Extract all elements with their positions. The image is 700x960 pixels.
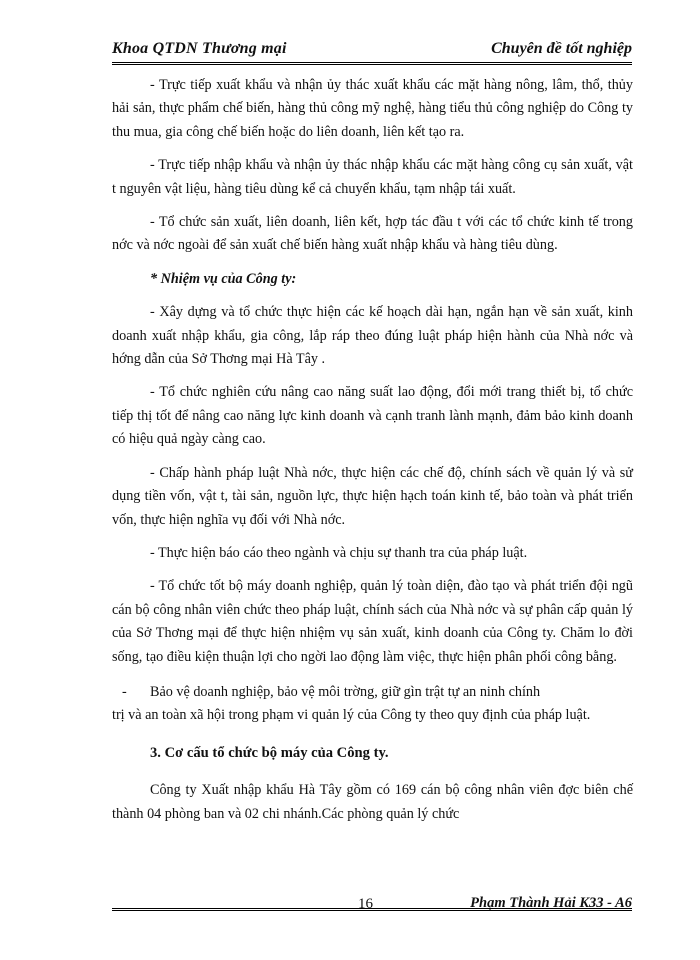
paragraph-duty-protection [112, 681, 633, 728]
paragraph-duty-reporting: - Thực hiện báo cáo theo ngành và chịu sự thanh tra của pháp luật. [150, 544, 528, 561]
paragraph-export: - Trực tiếp xuất khẩu và nhận ủy thác xuất khẩu các mặt hàng nông, lâm, thổ, thủy hải sản, thực phẩm chế biến, hàng thủ công mỹ nghệ, hàng tiểu thủ công nghiệp do Công ty thu mua, gia công chế biến hoặc do liên doanh, liên kết tạo ra. [112, 77, 633, 140]
page-number: 16 [358, 896, 373, 912]
paragraph-duty-compliance: - Chấp hành pháp luật Nhà nớc, thực hiện các chế độ, chính sách về quản lý và sử dụng tiền vốn, vật t, tài sản, nguồn lực, thực hiện hạch toán kinh tế, bảo toàn và phát triển vốn, thực hiện nghĩa vụ đối với Nhà nớc. [112, 464, 633, 528]
paragraph-import: - Trực tiếp nhập khẩu và nhận ủy thác nhập khẩu các mặt hàng công cụ sản xuất, vật t nguyên vật liệu, hàng tiêu dùng kể cả chuyển khẩu, tạm nhập tái xuất. [112, 157, 633, 197]
page-header [112, 38, 632, 60]
footer-rule [112, 908, 632, 911]
header-rule [112, 62, 632, 65]
header-document-type: Chuyên đề tốt nghiệp [491, 40, 632, 57]
bullet-first-line: Bảo vệ doanh nghiệp, bảo vệ môi trờng, giữ gìn trật tự an ninh chính [150, 683, 541, 700]
duties-heading: * Nhiệm vụ của Công ty: [150, 270, 297, 287]
document-body [112, 74, 633, 836]
paragraph-duty-research: - Tổ chức nghiên cứu nâng cao năng suất lao động, đổi mới trang thiết bị, tổ chức tiếp thị tốt để nâng cao năng lực kinh doanh và cạnh tranh lành mạnh, đảm bảo kinh doanh có hiệu quả ngày càng cao. [112, 384, 633, 448]
footer-author: Phạm Thành Hải K33 - A6 [470, 895, 632, 911]
paragraph-duty-plans: - Xây dựng và tổ chức thực hiện các kế hoạch dài hạn, ngắn hạn về sản xuất, kinh doanh xuất nhập khẩu, gia công, lắp ráp theo đúng luật pháp hiện hành của Nhà nớc và hớng dẫn của Sở Thơng mại Hà Tây . [112, 304, 633, 368]
paragraph-duty-organization: - Tổ chức tốt bộ máy doanh nghiệp, quản lý toàn diện, đào tạo và phát triển đội ngũ cán bộ công nhân viên chức theo pháp luật, chính sách của Nhà nớc và sự phân cấp quản lý của Sở Thơng mại để thực hiện nhiệm vụ sản xuất, kinh doanh của Công ty. Chăm lo đời sống, tạo điều kiện thuận lợi cho ngời lao động làm việc, thực hiện phân phối công bằng. [112, 578, 633, 665]
section-heading: 3. Cơ cấu tổ chức bộ máy của Công ty. [150, 744, 389, 761]
bullet-continuation: trị và an toàn xã hội trong phạm vi quản lý của Công ty theo quy định của pháp luật. [112, 707, 591, 724]
paragraph-production: - Tổ chức sản xuất, liên doanh, liên kết, hợp tác đầu t với các tổ chức kinh tế trong nớc và nớc ngoài để sản xuất chế biến hàng xuất nhập khẩu và hàng tiêu dùng. [112, 214, 633, 254]
header-department: Khoa QTDN Thương mại [112, 40, 287, 57]
bullet-mark: - [122, 683, 127, 700]
paragraph-structure: Công ty Xuất nhập khẩu Hà Tây gồm có 169 cán bộ công nhân viên đợc biên chế thành 04 phòng ban và 02 chi nhánh.Các phòng quản lý chức [112, 782, 633, 822]
